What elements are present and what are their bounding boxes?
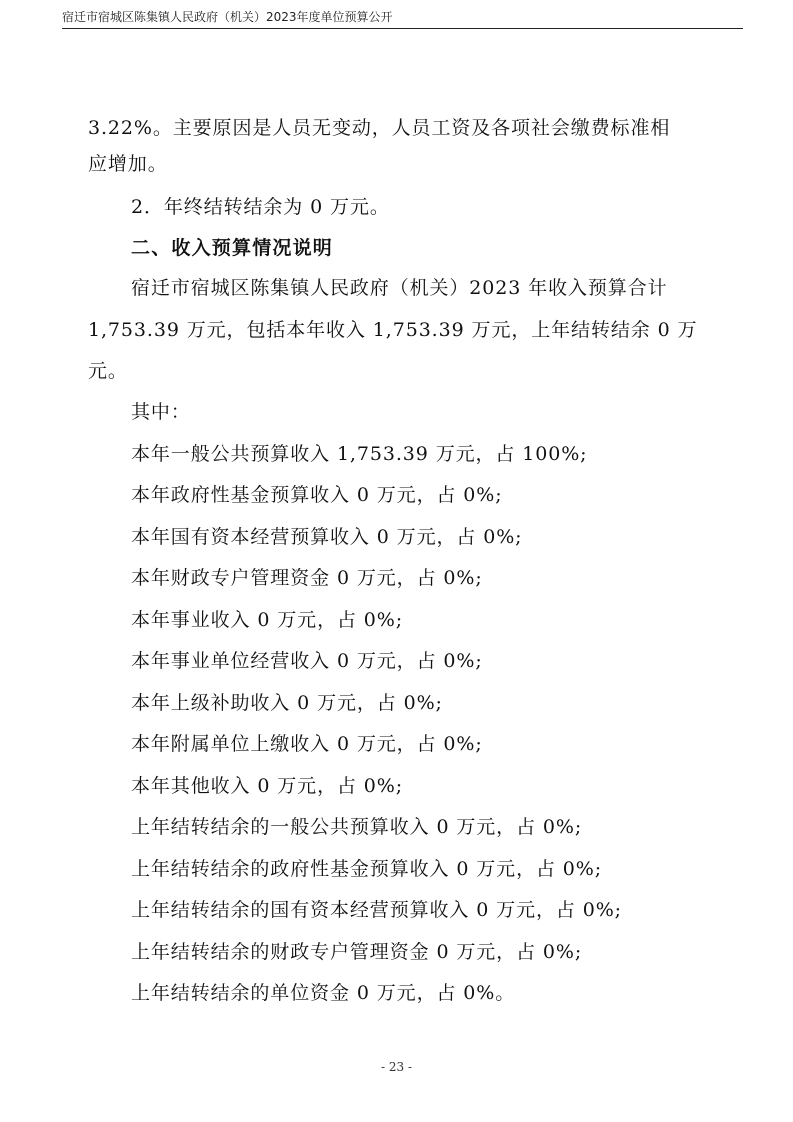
page-header <box>62 6 743 29</box>
list-item: 本年其他收入 0 万元，占 0%; <box>131 775 404 797</box>
paragraph-line: 宿迁市宿城区陈集镇人民政府（机关）2023 年收入预算合计 <box>131 277 668 299</box>
paragraph-line: 2．年终结转结余为 0 万元。 <box>131 196 390 218</box>
section-heading: 二、收入预算情况说明 <box>131 237 334 259</box>
list-item: 本年财政专户管理资金 0 万元，占 0%; <box>131 567 483 589</box>
paragraph-line: 3.22%。主要原因是人员无变动，人员工资及各项社会缴费标准相 <box>88 117 671 139</box>
paragraph-line: 1,753.39 万元，包括本年收入 1,753.39 万元，上年结转结余 0 万 <box>88 319 698 341</box>
list-item: 上年结转结余的财政专户管理资金 0 万元，占 0%; <box>131 941 583 963</box>
paragraph-line: 元。 <box>88 360 128 382</box>
list-item: 本年上级补助收入 0 万元，占 0%; <box>131 692 443 714</box>
list-item: 上年结转结余的政府性基金预算收入 0 万元，占 0%; <box>131 858 603 880</box>
list-item: 本年事业单位经营收入 0 万元，占 0%; <box>131 650 483 672</box>
list-item: 上年结转结余的一般公共预算收入 0 万元，占 0%; <box>131 816 583 838</box>
list-item: 本年一般公共预算收入 1,753.39 万元，占 100%; <box>131 443 588 465</box>
list-item: 本年国有资本经营预算收入 0 万元，占 0%; <box>131 526 523 548</box>
page-number: - 23 - <box>380 1060 412 1074</box>
list-item: 本年事业收入 0 万元，占 0%; <box>131 609 404 631</box>
list-item: 上年结转结余的单位资金 0 万元，占 0%。 <box>131 982 516 1004</box>
list-item: 本年政府性基金预算收入 0 万元，占 0%; <box>131 484 503 506</box>
paragraph-line: 其中： <box>131 401 191 423</box>
paragraph-line: 应增加。 <box>88 153 168 175</box>
header-title: 宿迁市宿城区陈集镇人民政府（机关）2023年度单位预算公开 <box>62 10 393 24</box>
list-item: 本年附属单位上缴收入 0 万元，占 0%; <box>131 733 483 755</box>
list-item: 上年结转结余的国有资本经营预算收入 0 万元，占 0%; <box>131 899 622 921</box>
